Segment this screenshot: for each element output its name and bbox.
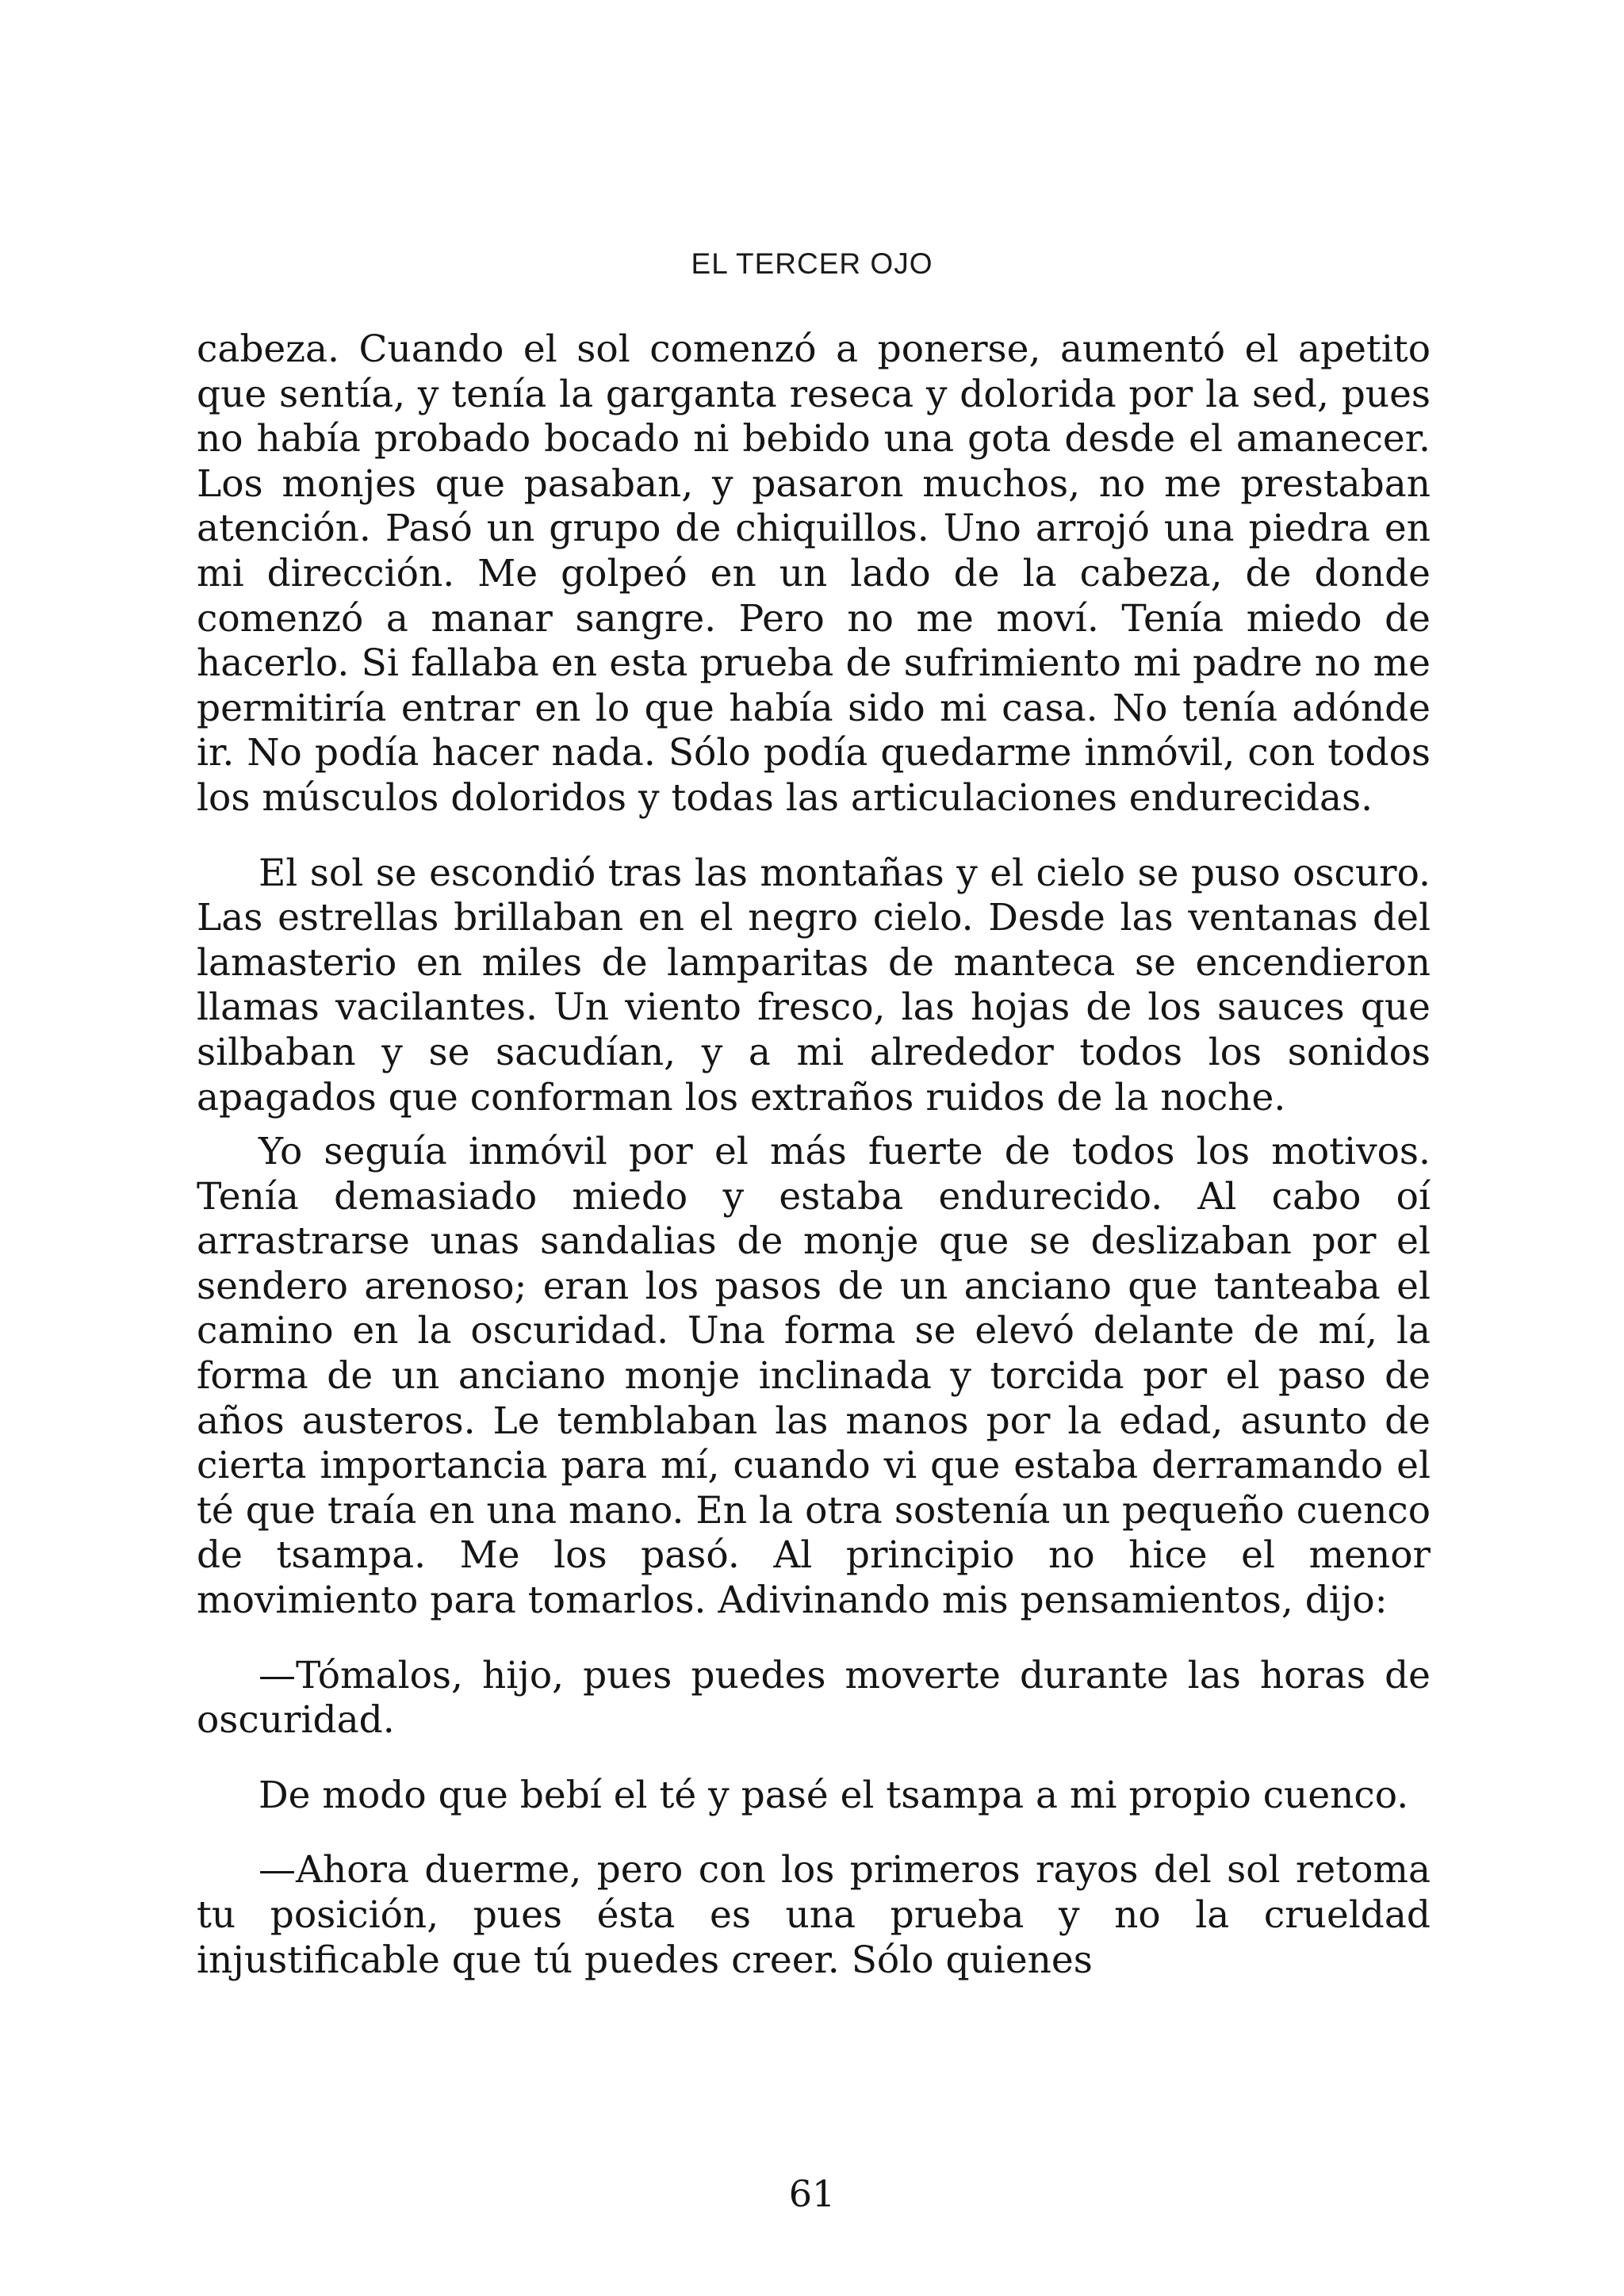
page-number: 61 — [788, 2172, 836, 2215]
paragraph-1: cabeza. Cuando el sol comenzó a ponerse, aumentó el apetito que sentía, y tenía la garganta reseca y dolorida por la sed, pues no había probado bocado ni bebido una gota desde el amanecer. Los monjes que pasaban, y pasaron muchos, no me prestaban atención. Pasó un grupo de chiquillos. Uno arrojó una piedra en mi dirección. Me golpeó en un lado de la cabeza, de donde comenzó a manar sangre. Pero no me moví. Tenía miedo de hacerlo. Si fallaba en esta prueba de sufrimiento mi padre no me permitiría entrar en lo que había sido mi casa. No tenía adónde ir. No podía hacer nada. Sólo podía quedarme inmóvil, con todos los músculos doloridos y todas las articulaciones endurecidas. — [197, 327, 1431, 820]
paragraph-2: El sol se escondió tras las montañas y el cielo se puso oscuro. Las estrellas brillaban en el negro cielo. Desde las ventanas del lamasterio en miles de lamparitas de manteca se encendieron llamas vacilantes. Un viento fresco, las hojas de los sauces que silbaban y se sacudían, y a mi alrededor todos los sonidos apagados que conforman los extraños ruidos de la noche. — [197, 851, 1431, 1119]
paragraph-3: Yo seguía inmóvil por el más fuerte de todos los motivos. Tenía demasiado miedo y estaba endurecido. Al cabo oí arrastrarse unas sandalias de monje que se deslizaban por el sendero arenoso; eran los pasos de un anciano que tanteaba el camino en la oscuridad. Una forma se elevó delante de mí, la forma de un anciano monje inclinada y torcida por el paso de años austeros. Le temblaban las manos por la edad, asunto de cierta importancia para mí, cuando vi que estaba derramando el té que traía en una mano. En la otra sostenía un pequeño cuenco de tsampa. Me los pasó. Al principio no hice el menor movimiento para tomarlos. Adivinando mis pensamientos, dijo: — [197, 1130, 1431, 1623]
paragraph-5: De modo que bebí el té y pasé el tsampa a mi propio cuenco. — [259, 1773, 1409, 1817]
running-head: EL TERCER OJO — [691, 247, 933, 280]
body-text — [197, 327, 1431, 1983]
paragraph-6-dialogue: —Ahora duerme, pero con los primeros rayos del sol retoma tu posición, pues ésta es una prueba y no la crueldad injustificable que tú puedes creer. Sólo quienes — [197, 1848, 1431, 1982]
paragraph-4-dialogue: —Tómalos, hijo, pues puedes moverte durante las horas de oscuridad. — [197, 1653, 1431, 1743]
